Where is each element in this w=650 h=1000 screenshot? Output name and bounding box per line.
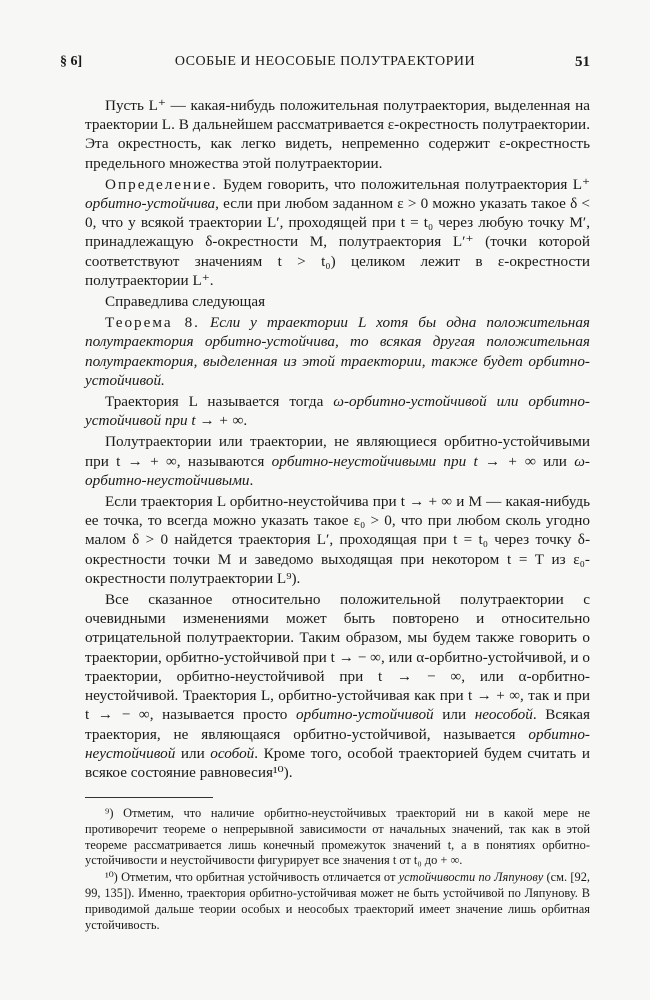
footnote-10: ¹⁰) Отметим, что орбитная устойчивость отличается от устойчивости по Ляпунову (см. [92, 99, 135]). Именно, траектория орбитно-устойчивая может не быть устойчивой по Ляпунову. В приводимой дальше теории особых и неособых траекторий имеет значение лишь орбитная устойчивость. xyxy=(85,870,591,932)
theorem-statement: Если у траектории L хотя бы одна положительная полутраектория орбитно-устойчива, то всякая другая положительная полутраектория, выделенная из этой траектории, также будет орбитно-устойчивой. xyxy=(85,314,590,389)
theorem-label: Теорема 8. xyxy=(105,314,200,332)
paragraph-negative-semitrajectory: Все сказанное относительно положительной полутраектории с очевидными изменениями может быть повторено и относительно отрицательной полутраектории. Таким образом, мы будем также говорить о траектории, орбитно-устойчивой при t → − ∞, или α-орбитно-устойчивой, и о траектории, орбитно-неустойчивой при t → − ∞, или α-орбитно-неустойчивой. Траектория L, орбитно-устойчивая как при t → + ∞, так и при t → − ∞, называется просто орбитно-устойчивой или неособой. Всякая траектория, не являющаяся орбитно-устойчивой, называется орбитно-неустойчивой или особой. Кроме того, особой траекторией будем считать и всякое состояние равновесия¹⁰). xyxy=(85,591,590,781)
paragraph-instability-property: Если траектория L орбитно-неустойчива при t → + ∞ и M — какая-нибудь ее точка, то всегда можно указать такое ε₀ > 0, что при любом сколь угодно малом δ > 0 найдется траектория L′, проходящая при t = t₀ через точку δ-окрестности точки M и заведомо выходящая при некотором t = T из ε₀-окрестности полутраектории L⁹). xyxy=(85,493,590,587)
section-marker: § 6] xyxy=(60,54,83,69)
paragraph-definition: Определение. Будем говорить, что положительная полутраектория L⁺ орбитно-устойчива, если при любом заданном ε > 0 можно указать такое δ < 0, что у всякой траектории L′, проходящей при t = t₀ через любую точку M′, принадлежащую δ-окрестности M, полутраектория L′⁺ (точки которой соответствуют значениям t > t₀) целиком лежит в ε-окрестности полутраектории L⁺. xyxy=(85,175,590,289)
footnote-divider xyxy=(85,797,213,798)
running-title: ОСОБЫЕ И НЕОСОБЫЕ ПОЛУТРАЕКТОРИИ xyxy=(174,54,476,69)
definition-term: Определение. xyxy=(105,175,218,193)
running-header xyxy=(60,54,590,78)
paragraph-omega-stable: Траектория L называется тогда ω-орбитно-устойчивой или орбитно-устойчивой при t → + ∞. xyxy=(85,393,590,430)
paragraph-lead-in: Справедлива следующая xyxy=(105,293,266,311)
defined-term: орбитно-устойчива xyxy=(85,195,216,213)
paragraph-intro: Пусть L⁺ — какая-нибудь положительная полутраектория, выделенная на траектории L. В дальнейшем рассматривается ε-окрестность полутраектории. Эта окрестность, как легко видеть, непременно содержит ε-окрестность предельного множества этой полутраектории. xyxy=(85,97,590,172)
paragraph-unstable: Полутраектории или траектории, не являющиеся орбитно-устойчивыми при t → + ∞, называются орбитно-неустойчивыми при t → + ∞ или ω-орбитно-неустойчивыми. xyxy=(85,433,590,489)
footnotes xyxy=(85,806,590,933)
page-number: 51 xyxy=(575,54,590,70)
paragraph-theorem xyxy=(85,313,590,390)
main-text xyxy=(85,96,590,782)
footnote-9: ⁹) Отметим, что наличие орбитно-неустойчивых траекторий ни в какой мере не противоречит теореме о непрерывной зависимости от начальных значений, так как в этой теореме рассматривается лишь конечный промежуток значений t, а в понятиях орбитно-устойчивости и неустойчивости фигурирует все значения t от t₀ до + ∞. xyxy=(85,806,590,868)
